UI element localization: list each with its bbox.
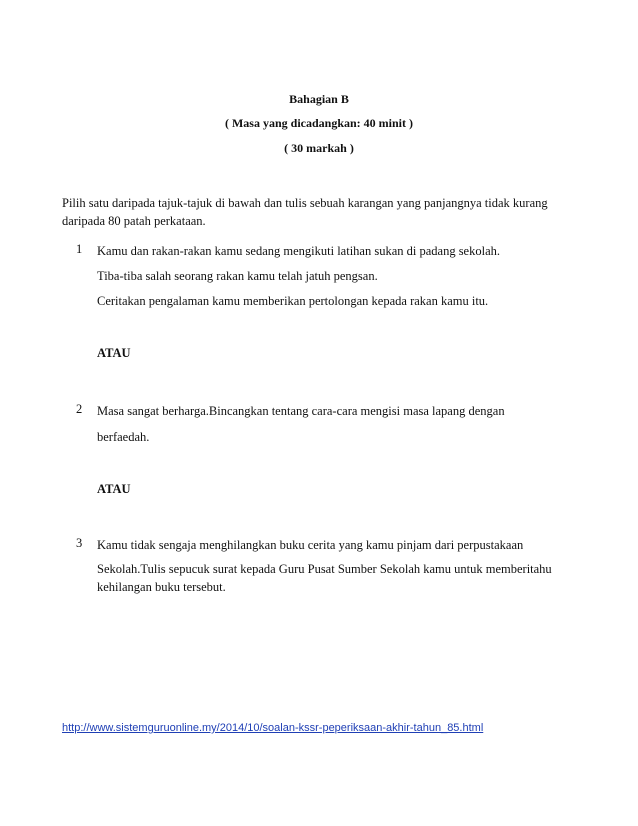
time-allocation: ( Masa yang dicadangkan: 40 minit ): [224, 116, 414, 130]
atau-separator: ATAU: [97, 346, 131, 360]
question-number: 2: [76, 402, 83, 416]
question-line: Sekolah.Tulis sepucuk surat kepada Guru Pusat Sumber Sekolah kamu untuk memberitahu kehilangan buku tersebut.: [97, 562, 552, 594]
question-line: Ceritakan pengalaman kamu memberikan pertolongan kepada rakan kamu itu.: [97, 294, 489, 308]
question-line: Kamu tidak sengaja menghilangkan buku cerita yang kamu pinjam dari perpustakaan: [97, 538, 524, 552]
question-number: 3: [76, 536, 83, 550]
atau-separator: ATAU: [97, 482, 131, 496]
instruction-text: Pilih satu daripada tajuk-tajuk di bawah dan tulis sebuah karangan yang panjangnya tidak kurang daripada 80 patah perkataan.: [62, 196, 548, 228]
footer-source-link[interactable]: http://www.sistemguruonline.my/2014/10/soalan-kssr-peperiksaan-akhir-tahun_85.html: [62, 722, 484, 734]
question-line: Masa sangat berharga.Bincangkan tentang cara-cara mengisi masa lapang dengan: [97, 404, 505, 418]
question-line: Tiba-tiba salah seorang rakan kamu telah jatuh pengsan.: [97, 269, 378, 283]
question-line: Kamu dan rakan-rakan kamu sedang mengikuti latihan sukan di padang sekolah.: [97, 244, 501, 258]
question-number: 1: [76, 242, 83, 256]
question-line: berfaedah.: [97, 430, 150, 444]
section-title: Bahagian B: [289, 92, 349, 106]
marks-allocation: ( 30 markah ): [284, 141, 354, 155]
